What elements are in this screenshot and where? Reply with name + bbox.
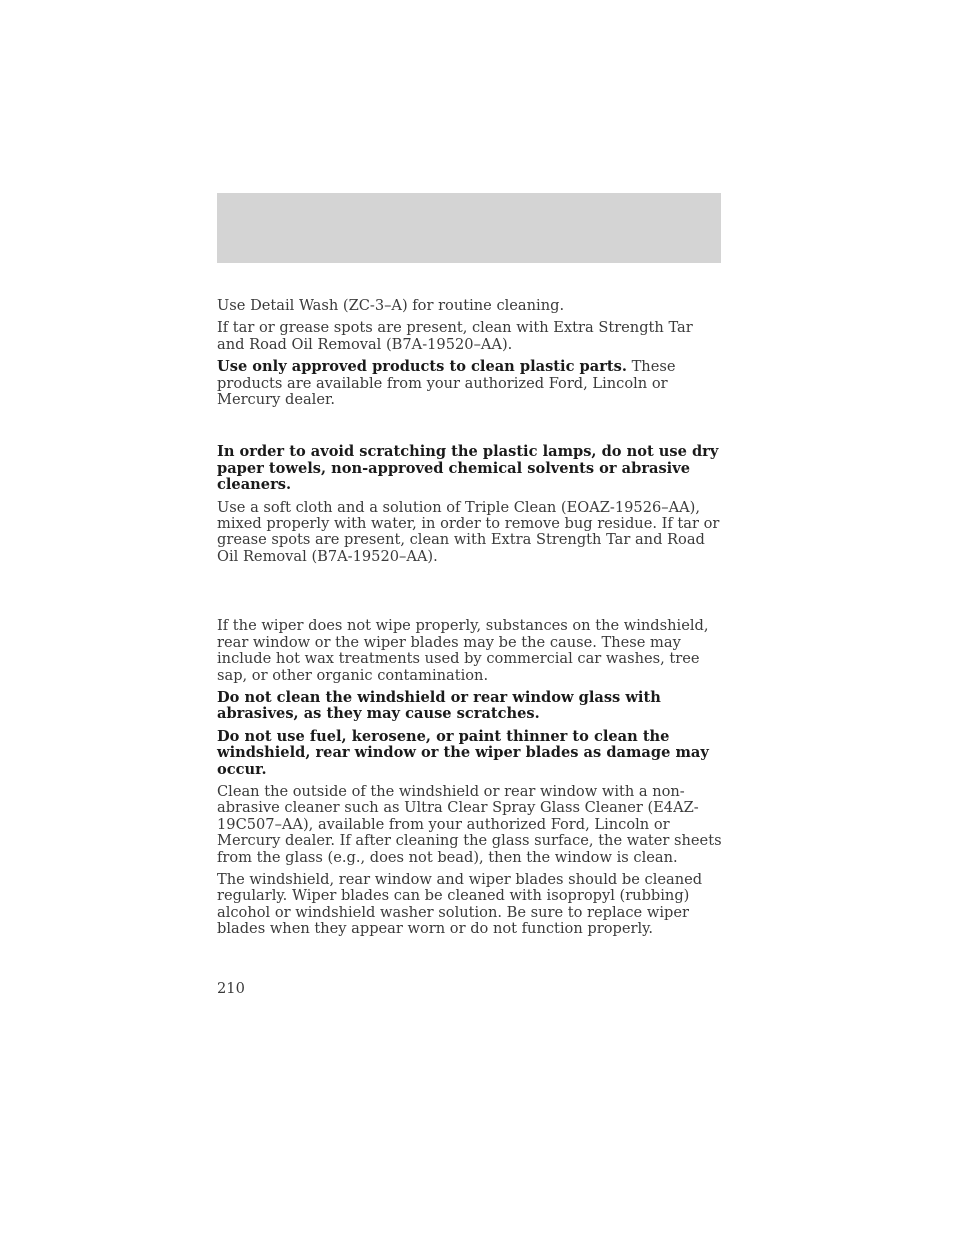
tar-grease-paragraph: If tar or grease spots are present, clean with Extra Strength Tar and Road Oil Removal (B7A-19520–AA). (217, 319, 693, 353)
section-header-band (217, 193, 721, 263)
abrasives-warning: Do not clean the windshield or rear window glass with abrasives, as they may cause scratches. (217, 688, 661, 723)
approved-products-warning: Use only approved products to clean plastic parts. (217, 358, 627, 376)
plastic-lamps-warning: In order to avoid scratching the plastic lamps, do not use dry paper towels, non-approved chemical solvents or abrasive cleaners. (217, 443, 719, 494)
detail-wash-paragraph: Use Detail Wash (ZC-3–A) for routine cleaning. (217, 297, 565, 314)
glass-cleaner-paragraph: Clean the outside of the windshield or rear window with a non-abrasive cleaner such as Ultra Clear Spray Glass Cleaner (E4AZ-19C507–AA), available from your authorized Ford, Lincoln or Mercury dealer. If after cleaning the glass surface, the water sheets from the glass (e.g., does not bead), then the window is clean. (217, 782, 722, 866)
approved-products-note: These products are available from your authorized Ford, Lincoln or Mercury dealer. (217, 358, 676, 409)
bug-residue-paragraph: Use a soft cloth and a solution of Triple Clean (EOAZ-19526–AA), mixed properly with water, in order to remove bug residue. If tar or grease spots are present, clean with Extra Strength Tar and Road Oil Removal (B7A-19520–AA). (217, 498, 720, 565)
approved-products-paragraph (217, 359, 723, 408)
wiper-problem-paragraph: If the wiper does not wipe properly, substances on the windshield, rear window or the wiper blades may be the cause. These may include hot wax treatments used by commercial car washes, tree sap, or other organic contamination. (217, 617, 709, 684)
fuel-kerosene-warning: Do not use fuel, kerosene, or paint thinner to clean the windshield, rear window or the wiper blades as damage may occur. (217, 727, 709, 778)
page-number: 210 (217, 980, 245, 997)
wiper-blades-paragraph: The windshield, rear window and wiper blades should be cleaned regularly. Wiper blades can be cleaned with isopropyl (rubbing) alcohol or windshield washer solution. Be sure to replace wiper blades when they appear worn or do not function properly. (217, 870, 703, 938)
page-content (217, 298, 723, 938)
